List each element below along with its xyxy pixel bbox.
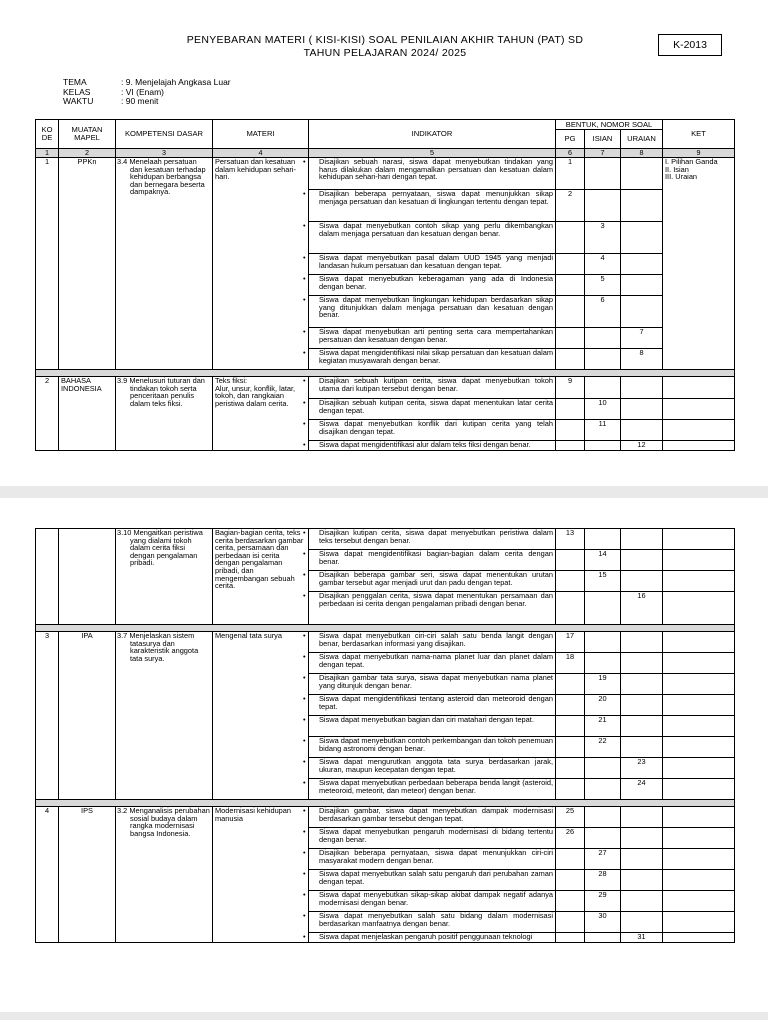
ket-cell bbox=[663, 807, 735, 828]
pg-number-cell bbox=[556, 222, 585, 254]
ket-cell bbox=[663, 592, 735, 625]
uraian-number-cell bbox=[621, 737, 663, 758]
bullet-icon: • bbox=[303, 528, 306, 537]
kompetensi-dasar-cell: 3.7 Menjelaskan sistem tatasurya dan karakteristik anggota tata surya. bbox=[116, 632, 213, 800]
isian-number-cell: 21 bbox=[585, 716, 621, 737]
header-ket: KET bbox=[663, 120, 735, 149]
indikator-cell bbox=[303, 419, 556, 441]
materi-cell: Teks fiksi: Alur, unsur, konflik, latar, tokoh, dan rangkaian peristiwa dalam cerita. bbox=[213, 377, 309, 451]
bullet-icon: • bbox=[303, 274, 306, 283]
uraian-number-cell: 24 bbox=[621, 779, 663, 800]
bullet-icon: • bbox=[303, 827, 306, 836]
uraian-number-cell bbox=[621, 296, 663, 328]
bullet-icon: • bbox=[303, 673, 306, 682]
ket-cell bbox=[663, 779, 735, 800]
kompetensi-dasar-cell: 3.4 Menelaah persatuan dan kesatuan terhadap kehidupan berbangsa dan bernegara beserta dampaknya. bbox=[116, 158, 213, 370]
bullet-icon: • bbox=[303, 221, 306, 230]
indikator-cell bbox=[303, 189, 556, 222]
bullet-icon: • bbox=[303, 631, 306, 640]
indikator-text: Siswa dapat mengidentifikasi alur dalam teks fiksi dengan benar. bbox=[319, 440, 531, 449]
bullet-icon: • bbox=[303, 911, 306, 920]
pg-number-cell bbox=[556, 674, 585, 695]
pg-number-cell: 26 bbox=[556, 828, 585, 849]
header-materi: MATERI bbox=[213, 120, 309, 149]
table-row bbox=[36, 807, 735, 828]
column-number: 9 bbox=[663, 149, 735, 158]
ket-cell bbox=[663, 550, 735, 571]
bullet-icon: • bbox=[303, 932, 306, 941]
indikator-cell bbox=[303, 295, 556, 328]
pg-number-cell bbox=[556, 758, 585, 779]
isian-number-cell: 11 bbox=[585, 420, 621, 441]
isian-number-cell bbox=[585, 190, 621, 222]
uraian-number-cell: 7 bbox=[621, 328, 663, 349]
indikator-text: Siswa dapat menyebutkan bagian dan ciri matahari dengan tepat. bbox=[319, 715, 534, 724]
column-number: 8 bbox=[621, 149, 663, 158]
uraian-number-cell bbox=[621, 807, 663, 828]
indikator-text: Disajikan sebuah narasi, siswa dapat menyebutkan tindakan yang harus dilakukan dalam mengamalkan persatuan dan kesatuan dalam kehidupan sehari-hari dengan tepat. bbox=[319, 157, 553, 182]
uraian-number-cell bbox=[621, 716, 663, 737]
uraian-number-cell bbox=[621, 674, 663, 695]
uraian-number-cell bbox=[621, 529, 663, 550]
indikator-text: Disajikan kutipan cerita, siswa dapat menyebutkan peristiwa dalam teks tersebut dengan benar. bbox=[319, 528, 553, 545]
pg-number-cell bbox=[556, 870, 585, 891]
uraian-number-cell: 12 bbox=[621, 441, 663, 451]
materi-cell: Bagian-bagian cerita, teks cerita berdasarkan gambar cerita, persamaan dan perbedaan isi cerita dengan pengalaman pribadi, dan mengembangan sebuah cerita. bbox=[213, 529, 309, 625]
bullet-icon: • bbox=[303, 757, 306, 766]
indikator-text: Disajikan penggalan cerita, siswa dapat menentukan persamaan dan perbedaan isi cerita dengan pengalaman pribadi dengan benar. bbox=[319, 591, 553, 608]
header-mapel: MUATAN MAPEL bbox=[59, 120, 116, 149]
ket-cell bbox=[663, 695, 735, 716]
indikator-text: Siswa dapat menyebutkan lingkungan kehidupan berdasarkan sikap yang ditunjukkan dalam menjaga persatuan dan kesatuan dengan benar. bbox=[319, 295, 553, 320]
uraian-number-cell bbox=[621, 891, 663, 912]
isian-number-cell: 3 bbox=[585, 222, 621, 254]
isian-number-cell bbox=[585, 158, 621, 190]
tema-label: TEMA bbox=[63, 77, 87, 87]
isian-number-cell bbox=[585, 529, 621, 550]
indikator-cell bbox=[303, 778, 556, 800]
indikator-cell bbox=[303, 348, 556, 370]
ket-cell bbox=[663, 420, 735, 441]
ket-cell bbox=[663, 758, 735, 779]
pg-number-cell: 1 bbox=[556, 158, 585, 190]
indikator-text: Siswa dapat mengidentifikasi bagian-bagian dalam cerita dengan benar. bbox=[319, 549, 553, 566]
indikator-cell bbox=[303, 221, 556, 254]
pg-number-cell bbox=[556, 275, 585, 296]
indikator-cell bbox=[303, 736, 556, 758]
ket-cell: I. Pilihan Ganda II. Isian III. Uraian bbox=[663, 158, 735, 370]
pg-number-cell bbox=[556, 328, 585, 349]
isian-number-cell bbox=[585, 349, 621, 370]
indikator-text: Siswa dapat menyebutkan konflik dari kutipan cerita yang telah disajikan dengan tepat. bbox=[319, 419, 553, 436]
indikator-text: Disajikan sebuah kutipan cerita, siswa dapat menyebutkan tokoh utama dari kutipan tersebut dengan benar. bbox=[319, 376, 553, 393]
bullet-icon: • bbox=[303, 715, 306, 724]
indikator-text: Disajikan beberapa pernyataan, siswa dapat menunjukkan ciri-ciri masyarakat modern dengan benar. bbox=[319, 848, 553, 865]
document-subtitle: TAHUN PELAJARAN 2024/ 2025 bbox=[303, 47, 467, 59]
indikator-cell bbox=[303, 848, 556, 870]
indikator-cell bbox=[303, 253, 556, 275]
ket-cell bbox=[663, 399, 735, 420]
indikator-cell bbox=[303, 570, 556, 592]
indikator-text: Siswa dapat menyebutkan perbedaan beberapa benda langit (asteroid, meteoroid, meteorit, dan meteor) dengan benar. bbox=[319, 778, 553, 795]
pg-number-cell bbox=[556, 399, 585, 420]
indikator-cell bbox=[303, 440, 556, 451]
isian-number-cell: 14 bbox=[585, 550, 621, 571]
isian-number-cell: 10 bbox=[585, 399, 621, 420]
kisi-kisi-table bbox=[35, 119, 735, 451]
indikator-cell bbox=[303, 157, 556, 190]
uraian-number-cell: 31 bbox=[621, 933, 663, 943]
bullet-icon: • bbox=[303, 652, 306, 661]
pg-number-cell bbox=[556, 349, 585, 370]
isian-number-cell: 6 bbox=[585, 296, 621, 328]
bullet-icon: • bbox=[303, 890, 306, 899]
bullet-icon: • bbox=[303, 778, 306, 787]
indikator-cell bbox=[303, 376, 556, 399]
kode-cell: 4 bbox=[36, 807, 59, 943]
bullet-icon: • bbox=[303, 549, 306, 558]
uraian-number-cell: 23 bbox=[621, 758, 663, 779]
uraian-number-cell bbox=[621, 222, 663, 254]
uraian-number-cell bbox=[621, 653, 663, 674]
indikator-cell bbox=[303, 528, 556, 550]
uraian-number-cell: 8 bbox=[621, 349, 663, 370]
indikator-cell bbox=[303, 398, 556, 420]
mapel-cell: IPS bbox=[59, 807, 116, 943]
bullet-icon: • bbox=[303, 376, 306, 385]
uraian-number-cell: 16 bbox=[621, 592, 663, 625]
ket-cell bbox=[663, 933, 735, 943]
isian-number-cell: 20 bbox=[585, 695, 621, 716]
mapel-cell: IPA bbox=[59, 632, 116, 800]
ket-cell bbox=[663, 653, 735, 674]
indikator-cell bbox=[303, 911, 556, 933]
pg-number-cell bbox=[556, 592, 585, 625]
indikator-text: Siswa dapat menyebutkan salah satu bidang dalam modernisasi berdasarkan manfaatnya dengan benar. bbox=[319, 911, 553, 928]
isian-number-cell: 5 bbox=[585, 275, 621, 296]
indikator-cell bbox=[303, 932, 556, 943]
isian-number-cell bbox=[585, 632, 621, 653]
isian-number-cell: 19 bbox=[585, 674, 621, 695]
table-row bbox=[36, 632, 735, 653]
pg-number-cell bbox=[556, 933, 585, 943]
indikator-cell bbox=[303, 694, 556, 716]
column-number: 7 bbox=[585, 149, 621, 158]
indikator-cell bbox=[303, 757, 556, 779]
uraian-number-cell bbox=[621, 399, 663, 420]
ket-cell bbox=[663, 529, 735, 550]
header-bentuk-nomor-soal: BENTUK, NOMOR SOAL bbox=[556, 120, 663, 130]
kelas-label: KELAS bbox=[63, 86, 91, 97]
document-title: PENYEBARAN MATERI ( KISI-KISI) SOAL PENILAIAN AKHIR TAHUN (PAT) SD bbox=[186, 34, 584, 46]
indikator-cell bbox=[303, 274, 556, 296]
indikator-text: Disajikan gambar tata surya, siswa dapat menyebutkan nama planet yang ditunjuk dengan benar. bbox=[319, 673, 553, 690]
bullet-icon: • bbox=[303, 189, 306, 198]
uraian-number-cell bbox=[621, 828, 663, 849]
ket-cell bbox=[663, 632, 735, 653]
ket-cell bbox=[663, 377, 735, 399]
indikator-text: Siswa dapat menyebutkan sikap-sikap akibat dampak negatif adanya modernisasi dengan benar. bbox=[319, 890, 553, 907]
indikator-text: Siswa dapat menyebutkan contoh perkembangan dan tokoh penemuan bidang astronomi dengan benar. bbox=[319, 736, 553, 753]
indikator-cell bbox=[303, 652, 556, 674]
isian-number-cell bbox=[585, 592, 621, 625]
bullet-icon: • bbox=[303, 591, 306, 600]
materi-cell: Modernisasi kehidupan manusia bbox=[213, 807, 309, 943]
isian-number-cell bbox=[585, 653, 621, 674]
isian-number-cell: 30 bbox=[585, 912, 621, 933]
indikator-cell bbox=[303, 827, 556, 849]
bullet-icon: • bbox=[303, 348, 306, 357]
isian-number-cell: 22 bbox=[585, 737, 621, 758]
indikator-text: Disajikan gambar, siswa dapat menyebutkan dampak modernisasi berdasarkan gambar tersebut dengan tepat. bbox=[319, 806, 553, 823]
ket-cell bbox=[663, 849, 735, 870]
indikator-cell bbox=[303, 806, 556, 828]
isian-number-cell: 15 bbox=[585, 571, 621, 592]
isian-number-cell: 27 bbox=[585, 849, 621, 870]
kode-cell: 1 bbox=[36, 158, 59, 370]
waktu-label: WAKTU bbox=[63, 96, 94, 106]
indikator-text: Siswa dapat menyebutkan keberagaman yang ada di Indonesia dengan benar. bbox=[319, 274, 553, 291]
ket-cell bbox=[663, 737, 735, 758]
pg-number-cell bbox=[556, 912, 585, 933]
kelas-value: : VI (Enam) bbox=[121, 86, 164, 97]
pg-number-cell bbox=[556, 849, 585, 870]
bullet-icon: • bbox=[303, 295, 306, 304]
isian-number-cell bbox=[585, 933, 621, 943]
isian-number-cell: 4 bbox=[585, 254, 621, 275]
indikator-text: Disajikan beberapa pernyataan, siswa dapat menunjukkan sikap menjaga persatuan dan kesatuan di lingkungan tertentu dengan tepat. bbox=[319, 189, 553, 206]
pg-number-cell bbox=[556, 737, 585, 758]
uraian-number-cell bbox=[621, 254, 663, 275]
uraian-number-cell bbox=[621, 158, 663, 190]
table-row bbox=[36, 377, 735, 399]
pg-number-cell bbox=[556, 779, 585, 800]
materi-cell: Persatuan dan kesatuan dalam kehidupan sehari-hari. bbox=[213, 158, 309, 370]
ket-cell bbox=[663, 828, 735, 849]
uraian-number-cell bbox=[621, 849, 663, 870]
ket-cell bbox=[663, 891, 735, 912]
column-number: 2 bbox=[59, 149, 116, 158]
indikator-cell bbox=[303, 549, 556, 571]
column-number: 3 bbox=[116, 149, 213, 158]
bullet-icon: • bbox=[303, 157, 306, 166]
bullet-icon: • bbox=[303, 253, 306, 262]
table-row bbox=[36, 529, 735, 550]
curriculum-code-box: K-2013 bbox=[658, 34, 722, 56]
bullet-icon: • bbox=[303, 736, 306, 745]
pg-number-cell bbox=[556, 441, 585, 451]
uraian-number-cell bbox=[621, 870, 663, 891]
pg-number-cell bbox=[556, 695, 585, 716]
indikator-cell bbox=[303, 715, 556, 737]
pg-number-cell: 2 bbox=[556, 190, 585, 222]
bullet-icon: • bbox=[303, 869, 306, 878]
indikator-text: Siswa dapat menyebutkan contoh sikap yang perlu dikembangkan dalam menjaga persatuan dan kesatuan dengan benar. bbox=[319, 221, 553, 238]
ket-cell bbox=[663, 912, 735, 933]
indikator-cell bbox=[303, 673, 556, 695]
header-uraian: URAIAN bbox=[621, 130, 663, 149]
isian-number-cell bbox=[585, 328, 621, 349]
indikator-text: Siswa dapat mengurutkan anggota tata surya berdasarkan jarak, ukuran, maupun kecepatan dengan tepat. bbox=[319, 757, 553, 774]
pg-number-cell: 25 bbox=[556, 807, 585, 828]
pg-number-cell: 9 bbox=[556, 377, 585, 399]
bullet-icon: • bbox=[303, 440, 306, 449]
indikator-text: Disajikan beberapa gambar seri, siswa dapat menentukan urutan gambar tersebut agar menjadi urut dan padu dengan tepat. bbox=[319, 570, 553, 587]
kompetensi-dasar-cell: 3.2 Menganalisis perubahan sosial budaya dalam rangka modernisasi bangsa Indonesia. bbox=[116, 807, 213, 943]
uraian-number-cell bbox=[621, 695, 663, 716]
indikator-cell bbox=[303, 327, 556, 349]
ket-cell bbox=[663, 870, 735, 891]
pg-number-cell: 18 bbox=[556, 653, 585, 674]
kode-cell bbox=[36, 529, 59, 625]
header-kode: KO DE bbox=[36, 120, 59, 149]
pg-number-cell bbox=[556, 254, 585, 275]
ket-cell bbox=[663, 674, 735, 695]
column-number: 6 bbox=[556, 149, 585, 158]
bullet-icon: • bbox=[303, 419, 306, 428]
indikator-text: Siswa dapat mengidentifikasi nilai sikap persatuan dan kesatuan dalam kegiatan musyawarah dengan benar. bbox=[319, 348, 553, 365]
uraian-number-cell bbox=[621, 190, 663, 222]
mapel-cell: BAHASA INDONESIA bbox=[59, 377, 116, 451]
waktu-value: : 90 menit bbox=[121, 96, 159, 106]
isian-number-cell bbox=[585, 441, 621, 451]
isian-number-cell bbox=[585, 828, 621, 849]
pg-number-cell bbox=[556, 420, 585, 441]
indikator-text: Siswa dapat menyebutkan nama-nama planet luar dan planet dalam dengan tepat. bbox=[319, 652, 553, 669]
materi-cell: Mengenal tata surya bbox=[213, 632, 309, 800]
isian-number-cell bbox=[585, 377, 621, 399]
indikator-cell bbox=[303, 869, 556, 891]
bullet-icon: • bbox=[303, 848, 306, 857]
uraian-number-cell bbox=[621, 275, 663, 296]
document-page-3 bbox=[0, 1020, 768, 1024]
kisi-kisi-table-continued bbox=[35, 528, 735, 943]
ket-cell bbox=[663, 571, 735, 592]
indikator-cell bbox=[303, 591, 556, 625]
indikator-text: Siswa dapat menyebutkan salah satu pengaruh dari perubahan zaman dengan tepat. bbox=[319, 869, 553, 886]
uraian-number-cell bbox=[621, 377, 663, 399]
kode-cell: 2 bbox=[36, 377, 59, 451]
isian-number-cell: 28 bbox=[585, 870, 621, 891]
bullet-icon: • bbox=[303, 694, 306, 703]
header-pg: PG bbox=[556, 130, 585, 149]
column-number: 4 bbox=[213, 149, 309, 158]
indikator-text: Disajikan sebuah kutipan cerita, siswa dapat menentukan latar cerita dengan tepat. bbox=[319, 398, 553, 415]
isian-number-cell bbox=[585, 807, 621, 828]
kompetensi-dasar-cell: 3.10 Mengaitkan peristiwa yang dialami tokoh dalam cerita fiksi dengan pengalaman pribadi. bbox=[116, 529, 213, 625]
pg-number-cell: 17 bbox=[556, 632, 585, 653]
pg-number-cell bbox=[556, 571, 585, 592]
bullet-icon: • bbox=[303, 570, 306, 579]
column-number: 5 bbox=[309, 149, 556, 158]
indikator-cell bbox=[303, 631, 556, 653]
indikator-text: Siswa dapat menjelaskan pengaruh positif penggunaan teknologi bbox=[319, 932, 533, 941]
kode-cell: 3 bbox=[36, 632, 59, 800]
indikator-text: Siswa dapat menyebutkan ciri-ciri salah satu benda langit dengan benar, berdasarkan informasi yang disajikan. bbox=[319, 631, 553, 648]
uraian-number-cell bbox=[621, 632, 663, 653]
pg-number-cell bbox=[556, 550, 585, 571]
pg-number-cell bbox=[556, 296, 585, 328]
column-number: 1 bbox=[36, 149, 59, 158]
bullet-icon: • bbox=[303, 398, 306, 407]
tema-value: : 9. Menjelajah Angkasa Luar bbox=[121, 77, 231, 87]
indikator-text: Siswa dapat menyebutkan arti penting serta cara mempertahankan persatuan dan kesatuan dengan benar. bbox=[319, 327, 553, 344]
indikator-text: Siswa dapat menyebutkan pengaruh modernisasi di bidang tertentu dengan benar. bbox=[319, 827, 553, 844]
uraian-number-cell bbox=[621, 571, 663, 592]
uraian-number-cell bbox=[621, 420, 663, 441]
header-indikator: INDIKATOR bbox=[309, 120, 556, 149]
pg-number-cell bbox=[556, 716, 585, 737]
uraian-number-cell bbox=[621, 912, 663, 933]
header-isian: ISIAN bbox=[585, 130, 621, 149]
table-row bbox=[36, 158, 735, 190]
bullet-icon: • bbox=[303, 806, 306, 815]
mapel-cell: PPKn bbox=[59, 158, 116, 370]
isian-number-cell: 29 bbox=[585, 891, 621, 912]
kompetensi-dasar-cell: 3.9 Menelusuri tuturan dan tindakan tokoh serta penceritaan penulis dalam teks fiksi. bbox=[116, 377, 213, 451]
pg-number-cell bbox=[556, 891, 585, 912]
document-page-2 bbox=[0, 498, 768, 1012]
document-page-1 bbox=[0, 0, 768, 486]
indikator-text: Siswa dapat mengidentifikasi tentang asteroid dan meteoroid dengan tepat. bbox=[319, 694, 553, 711]
indikator-text: Siswa dapat menyebutkan pasal dalam UUD 1945 yang menjadi landasan hukum persatuan dan kesatuan dengan tepat. bbox=[319, 253, 553, 270]
isian-number-cell bbox=[585, 758, 621, 779]
indikator-cell bbox=[303, 890, 556, 912]
mapel-cell bbox=[59, 529, 116, 625]
document-meta bbox=[63, 78, 231, 107]
isian-number-cell bbox=[585, 779, 621, 800]
pg-number-cell: 13 bbox=[556, 529, 585, 550]
ket-cell bbox=[663, 716, 735, 737]
bullet-icon: • bbox=[303, 327, 306, 336]
header-kompetensi-dasar: KOMPETENSI DASAR bbox=[116, 120, 213, 149]
uraian-number-cell bbox=[621, 550, 663, 571]
ket-cell bbox=[663, 441, 735, 451]
